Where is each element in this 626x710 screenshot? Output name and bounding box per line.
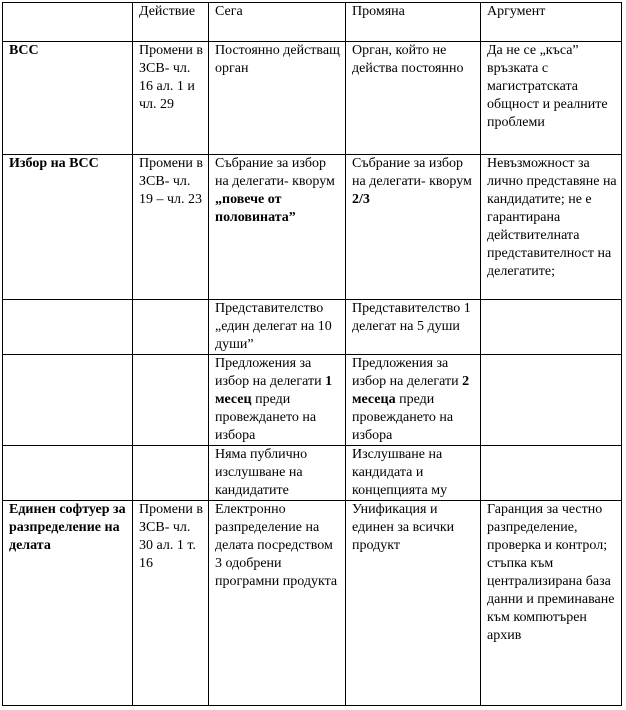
row-action-cell <box>133 446 209 501</box>
row-argument-cell <box>481 355 622 446</box>
row-argument-cell <box>481 446 622 501</box>
table-row <box>3 42 622 155</box>
row-topic-cell <box>3 446 133 501</box>
table-row <box>3 155 622 300</box>
row-topic-cell: ВСС <box>3 42 133 155</box>
now-bold-text: 1 месец <box>215 374 333 407</box>
change-text: Събрание за избор на делегати- кворум <box>352 156 472 189</box>
row-change-cell <box>346 155 481 300</box>
header-cell-change: Промяна <box>346 3 481 42</box>
table-row <box>3 501 622 706</box>
header-cell-now: Сега <box>209 3 346 42</box>
now-text-after: преди провеждането на избора <box>215 392 317 443</box>
row-change-cell: Унификация и единен за всички продукт <box>346 501 481 706</box>
header-cell-empty <box>3 3 133 42</box>
row-change-cell: Изслушване на кандидата и концепцията му <box>346 446 481 501</box>
row-action-cell <box>133 355 209 446</box>
row-change-cell: Орган, който не действа постоянно <box>346 42 481 155</box>
header-cell-action: Действие <box>133 3 209 42</box>
row-now-cell: Няма публично изслушване на кандидатите <box>209 446 346 501</box>
table-row <box>3 355 622 446</box>
row-topic-cell: Единен софтуер за разпределение на делата <box>3 501 133 706</box>
header-row <box>3 3 622 42</box>
row-argument-cell <box>481 300 622 355</box>
policy-table <box>2 2 622 706</box>
header-cell-argument: Аргумент <box>481 3 622 42</box>
row-action-cell: Промени в ЗСВ- чл. 16 ал. 1 и чл. 29 <box>133 42 209 155</box>
row-action-cell <box>133 300 209 355</box>
row-argument-cell: Да не се „къса” връзката с магистратската общност и реалните проблеми <box>481 42 622 155</box>
row-argument-cell: Невъзможност за лично представяне на кандидатите; не е гарантирана действителната представителност на делегатите; <box>481 155 622 300</box>
change-text-after: преди провеждането на избора <box>352 392 454 443</box>
row-change-cell: Представителство 1 делегат на 5 души <box>346 300 481 355</box>
row-action-cell: Промени в ЗСВ- чл. 19 – чл. 23 <box>133 155 209 300</box>
row-topic-cell <box>3 355 133 446</box>
now-bold-text: „повече от половината” <box>215 192 296 225</box>
row-now-cell: Електронно разпределение на делата посредством 3 одобрени програмни продукта <box>209 501 346 706</box>
row-now-cell <box>209 155 346 300</box>
now-text: Предложения за избор на делегати <box>215 356 322 389</box>
change-bold-text: 2/3 <box>352 192 370 207</box>
row-action-cell: Промени в ЗСВ- чл. 30 ал. 1 т. 16 <box>133 501 209 706</box>
row-argument-cell: Гаранция за честно разпределение, проверка и контрол; стъпка към централизирана база данни и преминаване към компютърен архив <box>481 501 622 706</box>
change-text: Предложения за избор на делегати <box>352 356 459 389</box>
change-bold-text: 2 месеца <box>352 374 470 407</box>
row-topic-cell <box>3 300 133 355</box>
table-row <box>3 300 622 355</box>
row-now-cell: Постоянно действащ орган <box>209 42 346 155</box>
row-topic-cell: Избор на ВСС <box>3 155 133 300</box>
now-text: Събрание за избор на делегати- кворум <box>215 156 335 189</box>
row-now-cell: Представителство „един делегат на 10 души” <box>209 300 346 355</box>
table-row <box>3 446 622 501</box>
row-now-cell <box>209 355 346 446</box>
row-change-cell <box>346 355 481 446</box>
